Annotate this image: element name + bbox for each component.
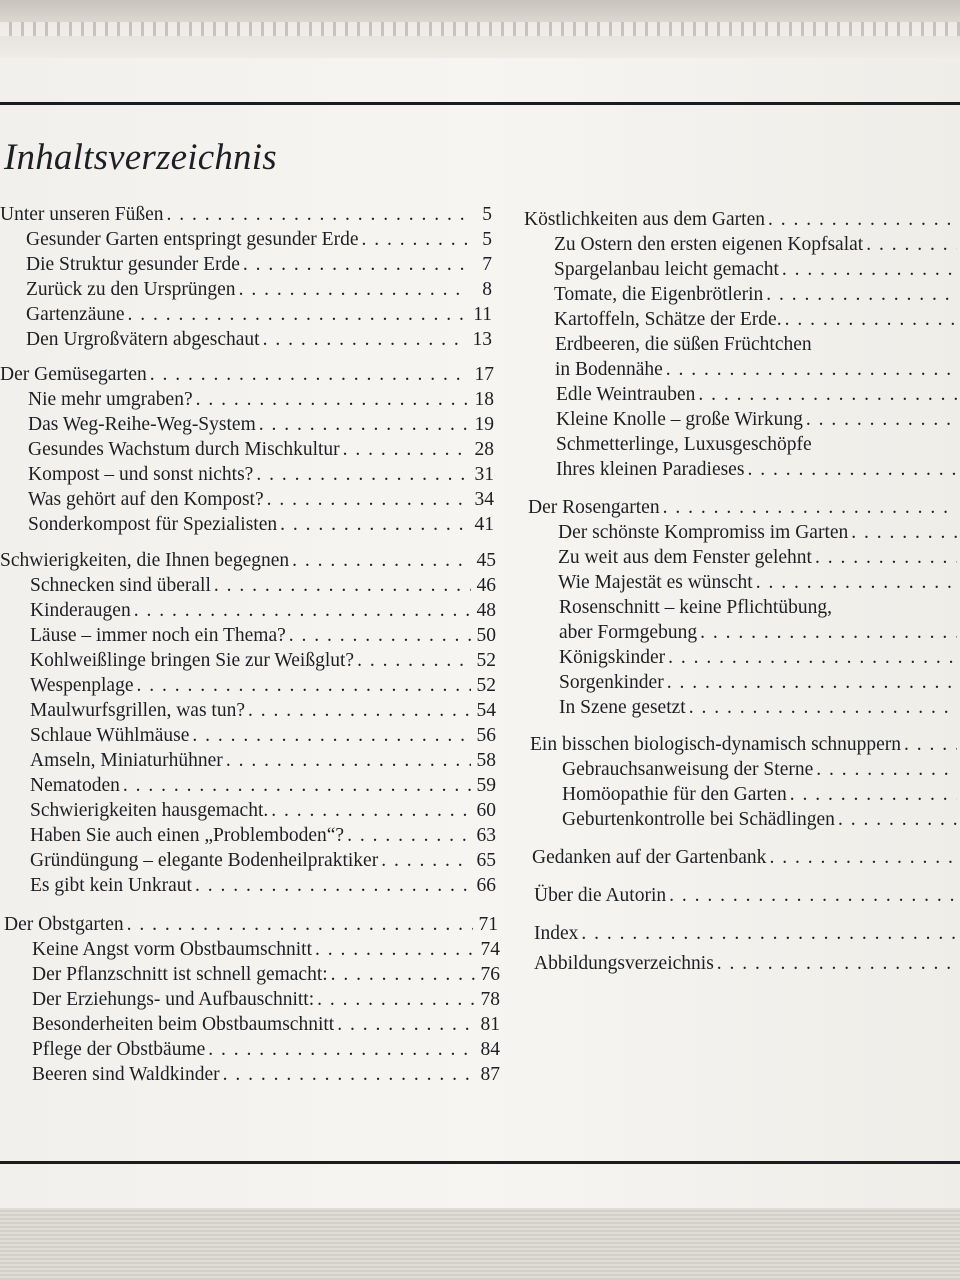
toc-page-number: 71 [478, 914, 498, 935]
dot-leader [223, 1063, 475, 1087]
toc-entry[interactable] [558, 521, 960, 545]
toc-page-number: 45 [476, 550, 496, 571]
toc-entry[interactable] [562, 783, 960, 807]
toc-page-number: 63 [476, 825, 496, 846]
toc-entry[interactable] [26, 328, 492, 352]
toc-page-number: 60 [476, 800, 496, 821]
toc-entry-label: Gedanken auf der Gartenbank [532, 847, 767, 868]
toc-section-heading[interactable] [534, 952, 960, 976]
toc-page-number: 56 [476, 725, 496, 746]
toc-page-number: 46 [476, 575, 496, 596]
toc-page-number: 59 [476, 775, 496, 796]
toc-entry[interactable] [32, 1063, 500, 1087]
toc-entry-label: Geburtenkontrolle bei Schädlingen [562, 809, 835, 830]
dot-leader [167, 203, 467, 227]
dot-leader [127, 913, 473, 937]
toc-entry-label: Nie mehr umgraben? [28, 389, 193, 410]
dot-leader [816, 758, 957, 782]
toc-entry-label: Tomate, die Eigenbrötlerin [554, 284, 764, 305]
toc-entry-label: Der Rosengarten [528, 497, 660, 518]
toc-entry-label: In Szene gesetzt [559, 697, 686, 718]
toc-entry[interactable] [30, 799, 496, 823]
toc-page-number: 5 [482, 204, 492, 225]
toc-entry-label: Gesunder Garten entspringt gesunder Erde [26, 229, 359, 250]
toc-section-heading[interactable] [524, 208, 960, 232]
toc-entry[interactable] [30, 824, 496, 848]
book-page [0, 58, 960, 1208]
table-surface [0, 1208, 960, 1280]
toc-page-number: 78 [480, 989, 500, 1010]
toc-page-number: 81 [480, 1014, 500, 1035]
toc-page-number: 58 [476, 750, 496, 771]
toc-entry-label: Zu weit aus dem Fenster gelehnt [558, 547, 812, 568]
toc-section-heading[interactable] [0, 549, 496, 573]
toc-entry[interactable] [30, 874, 496, 898]
toc-page-number: 34 [474, 489, 494, 510]
toc-page-number: 5 [482, 229, 492, 250]
dot-leader [239, 278, 467, 302]
dot-leader [292, 549, 471, 573]
dot-leader [669, 884, 957, 908]
toc-entry-label: Rosenschnitt – keine Pflichtübung, [559, 597, 832, 618]
toc-entry-label: Schnecken sind überall [30, 575, 211, 596]
toc-entry-label: Index [534, 923, 579, 944]
dot-leader [136, 674, 471, 698]
toc-page-number: 18 [474, 389, 494, 410]
toc-entry-label: Es gibt kein Unkraut [30, 875, 192, 896]
dot-leader [766, 283, 957, 307]
toc-entry[interactable] [26, 228, 492, 252]
toc-page-number: 65 [476, 850, 496, 871]
dot-leader [769, 846, 957, 870]
toc-entry[interactable] [559, 671, 960, 695]
toc-entry-label: Der Gemüsegarten [0, 364, 147, 385]
toc-entry[interactable] [30, 574, 496, 598]
toc-entry-label: Gartenzäune [26, 304, 125, 325]
dot-leader [289, 624, 471, 648]
toc-entry-label: Maulwurfsgrillen, was tun? [30, 700, 245, 721]
toc-entry-label: Spargelanbau leicht gemacht [554, 259, 779, 280]
page-title: Inhaltsverzeichnis [4, 137, 277, 178]
toc-entry[interactable] [556, 383, 960, 407]
toc-entry[interactable] [30, 599, 496, 623]
toc-page-number: 31 [474, 464, 494, 485]
toc-page-number: 19 [474, 414, 494, 435]
toc-entry-label: Läuse – immer noch ein Thema? [30, 625, 286, 646]
toc-entry-label: Haben Sie auch einen „Problemboden“? [30, 825, 345, 846]
toc-entry[interactable] [30, 649, 496, 673]
dot-leader [263, 328, 467, 352]
toc-entry-label: Was gehört auf den Kompost? [28, 489, 264, 510]
dot-leader [790, 783, 957, 807]
toc-entry-label: Schlaue Wühlmäuse [30, 725, 190, 746]
dot-leader [271, 799, 471, 823]
dot-leader [698, 383, 957, 407]
toc-page-number: 76 [480, 964, 500, 985]
toc-entry-label: Schmetterlinge, Luxusgeschöpfe [556, 434, 812, 455]
toc-entry-label: Ein bisschen biologisch-dynamisch schnuppern [530, 734, 901, 755]
toc-entry-label: Der Obstgarten [4, 914, 124, 935]
toc-entry-label: Sorgenkinder [559, 672, 664, 693]
toc-entry[interactable] [30, 749, 496, 773]
toc-entry[interactable] [554, 233, 960, 257]
dot-leader [756, 571, 957, 595]
toc-entry[interactable] [28, 463, 494, 487]
toc-section-heading[interactable] [530, 733, 960, 757]
toc-entry[interactable] [559, 646, 960, 670]
toc-entry[interactable] [30, 724, 496, 748]
dot-leader [838, 808, 957, 832]
toc-entry-label: Kompost – und sonst nichts? [28, 464, 254, 485]
dot-leader [337, 1013, 475, 1037]
toc-page-number: 52 [476, 675, 496, 696]
toc-page-number: 17 [474, 364, 494, 385]
top-rule [0, 102, 960, 105]
dot-leader [208, 1038, 475, 1062]
dot-leader [747, 458, 957, 482]
toc-entry-label: Pflege der Obstbäume [32, 1039, 206, 1060]
toc-entry-label: Wie Majestät es wünscht [558, 572, 753, 593]
toc-entry-label: Die Struktur gesunder Erde [26, 254, 240, 275]
toc-entry-label: Erdbeeren, die süßen Früchtchen [555, 334, 812, 355]
dot-leader [243, 253, 467, 277]
dot-leader [782, 258, 957, 282]
dot-leader [768, 208, 957, 232]
toc-entry[interactable] [556, 458, 960, 482]
toc-entry-label: Zu Ostern den ersten eigenen Kopfsalat [554, 234, 864, 255]
toc-page-number: 50 [476, 625, 496, 646]
dot-leader [248, 699, 471, 723]
dot-leader [361, 228, 467, 252]
toc-entry[interactable] [26, 278, 492, 302]
toc-page-number: 74 [480, 939, 500, 960]
toc-entry[interactable] [30, 849, 496, 873]
dot-leader [689, 696, 957, 720]
toc-section-heading[interactable] [532, 846, 960, 870]
toc-entry[interactable] [32, 938, 500, 962]
toc-entry[interactable] [26, 303, 492, 327]
dot-leader [128, 303, 467, 327]
toc-entry[interactable] [28, 413, 494, 437]
dot-leader [581, 922, 957, 946]
dot-leader [700, 621, 957, 645]
toc-section-heading[interactable] [0, 203, 492, 227]
toc-entry[interactable] [562, 758, 960, 782]
toc-entry[interactable] [26, 253, 492, 277]
toc-section-heading[interactable] [534, 884, 960, 908]
toc-section-heading[interactable] [528, 496, 960, 520]
toc-entry[interactable] [28, 488, 494, 512]
toc-entry-label: Königskinder [559, 647, 666, 668]
toc-entry-label: Sonderkompost für Spezialisten [28, 514, 278, 535]
toc-entry[interactable] [554, 283, 960, 307]
dot-leader [267, 488, 469, 512]
toc-entry-label: Zurück zu den Ursprüngen [26, 279, 236, 300]
toc-entry[interactable] [554, 308, 960, 332]
toc-entry[interactable] [32, 1038, 500, 1062]
toc-page-number: 13 [472, 329, 492, 350]
toc-entry-label: Gründüngung – elegante Bodenheilpraktiker [30, 850, 379, 871]
toc-entry-label: Homöopathie für den Garten [562, 784, 787, 805]
toc-entry-label: Kinderaugen [30, 600, 131, 621]
toc-entry[interactable] [32, 988, 500, 1012]
toc-entry-label: Edle Weintrauben [556, 384, 696, 405]
dot-leader [150, 363, 469, 387]
toc-section-heading[interactable] [534, 922, 960, 946]
toc-entry[interactable] [559, 696, 960, 720]
dot-leader [123, 774, 471, 798]
toc-page-number: 52 [476, 650, 496, 671]
dot-leader [134, 599, 471, 623]
toc-entry-label: Schwierigkeiten hausgemacht. [30, 800, 269, 821]
toc-entry-label: Kohlweißlinge bringen Sie zur Weißglut? [30, 650, 355, 671]
dot-leader [317, 988, 475, 1012]
toc-page-number: 7 [482, 254, 492, 275]
dot-leader [851, 521, 957, 545]
dot-leader [196, 388, 469, 412]
dot-leader [259, 413, 469, 437]
dot-leader [195, 874, 471, 898]
toc-entry-label: Wespenplage [30, 675, 134, 696]
dot-leader [381, 849, 471, 873]
toc-entry-label: Keine Angst vorm Obstbaumschnitt [32, 939, 313, 960]
toc-page-number: 28 [474, 439, 494, 460]
toc-entry[interactable] [32, 963, 500, 987]
toc-entry-label: Gebrauchsanweisung der Sterne [562, 759, 814, 780]
dot-leader [331, 963, 475, 987]
dot-leader [815, 546, 957, 570]
dot-leader [904, 733, 957, 757]
dot-leader [226, 749, 471, 773]
toc-entry-label: Der Pflanzschnitt ist schnell gemacht: [32, 964, 328, 985]
toc-entry-label: Ihres kleinen Paradieses [556, 459, 745, 480]
toc-entry-label: Abbildungsverzeichnis [534, 953, 714, 974]
dot-leader [866, 233, 957, 257]
toc-entry-label: Kleine Knolle – große Wirkung [556, 409, 803, 430]
toc-entry-label: Gesundes Wachstum durch Mischkultur [28, 439, 340, 460]
toc-entry[interactable] [558, 546, 960, 570]
toc-entry[interactable] [30, 624, 496, 648]
dot-leader [343, 438, 469, 462]
dot-leader [717, 952, 957, 976]
toc-entry[interactable] [30, 699, 496, 723]
toc-entry[interactable] [30, 674, 496, 698]
toc-entry-label: aber Formgebung [559, 622, 698, 643]
toc-entry[interactable] [558, 571, 960, 595]
toc-entry-label: Über die Autorin [534, 885, 667, 906]
toc-page-number: 87 [480, 1064, 500, 1085]
toc-entry-label: Den Urgroßvätern abgeschaut [26, 329, 260, 350]
dot-leader [785, 308, 957, 332]
toc-page-number: 8 [482, 279, 492, 300]
toc-entry-label: Beeren sind Waldkinder [32, 1064, 220, 1085]
dot-leader [357, 649, 471, 673]
bottom-rule [0, 1161, 960, 1164]
toc-entry-label: Amseln, Miniaturhühner [30, 750, 223, 771]
toc-entry[interactable] [28, 513, 494, 537]
toc-page-number: 84 [480, 1039, 500, 1060]
toc-page-number: 11 [473, 304, 492, 325]
dot-leader [280, 513, 469, 537]
toc-entry-label: Schwierigkeiten, die Ihnen begegnen [0, 550, 290, 571]
dot-leader [668, 646, 957, 670]
toc-page-number: 54 [476, 700, 496, 721]
toc-entry-label: Der Erziehungs- und Aufbauschnitt: [32, 989, 315, 1010]
dot-leader [666, 358, 957, 382]
toc-entry[interactable] [28, 388, 494, 412]
toc-entry[interactable] [28, 438, 494, 462]
dot-leader [663, 496, 957, 520]
toc-entry-label: Köstlichkeiten aus dem Garten [524, 209, 765, 230]
toc-section-heading[interactable] [0, 363, 494, 387]
toc-entry-label: Nematoden [30, 775, 120, 796]
toc-page-number: 41 [474, 514, 494, 535]
toc-page-number: 66 [476, 875, 496, 896]
toc-entry-label: Das Weg-Reihe-Weg-System [28, 414, 256, 435]
toc-entry-label: in Bodennähe [555, 359, 663, 380]
toc-entry[interactable] [562, 808, 960, 832]
toc-entry-label: Kartoffeln, Schätze der Erde. [554, 309, 782, 330]
toc-entry-label: Besonderheiten beim Obstbaumschnitt [32, 1014, 335, 1035]
dot-leader [315, 938, 475, 962]
toc-entry[interactable] [559, 621, 960, 645]
toc-entry-label: Unter unseren Füßen [0, 204, 164, 225]
toc-entry[interactable] [32, 1013, 500, 1037]
toc-entry-label: Der schönste Kompromiss im Garten [558, 522, 849, 543]
dot-leader [806, 408, 957, 432]
toc-entry[interactable] [554, 258, 960, 282]
toc-section-heading[interactable] [4, 913, 498, 937]
dot-leader [192, 724, 471, 748]
page-binding [0, 22, 960, 36]
toc-page-number: 48 [476, 600, 496, 621]
toc-entry[interactable] [30, 774, 496, 798]
toc-entry[interactable] [556, 408, 960, 432]
dot-leader [347, 824, 471, 848]
dot-leader [256, 463, 469, 487]
dot-leader [667, 671, 957, 695]
toc-entry[interactable] [555, 358, 960, 382]
dot-leader [214, 574, 471, 598]
